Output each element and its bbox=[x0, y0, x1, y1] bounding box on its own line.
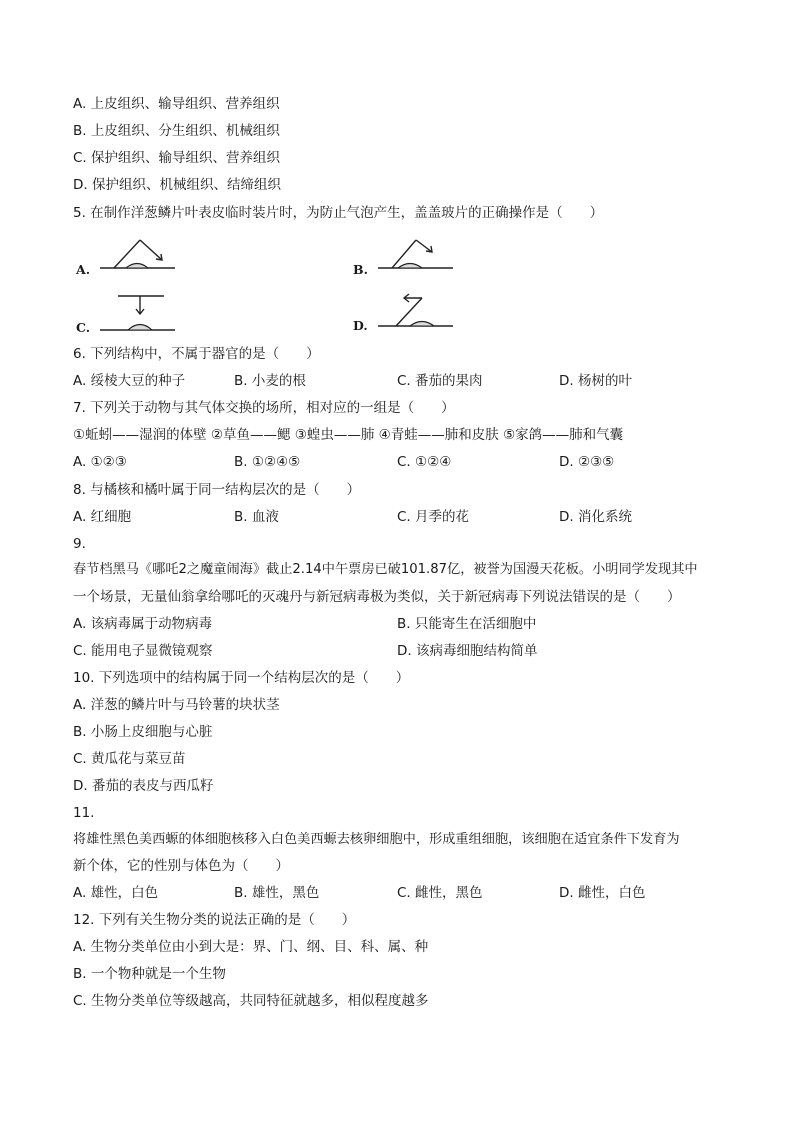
q10-option-b: B. 小肠上皮细胞与心脏 bbox=[73, 724, 213, 740]
q10-option-a: A. 洋葱的鳞片叶与马铃薯的块状茎 bbox=[73, 697, 280, 713]
q11-option-b: B. 雄性，黑色 bbox=[234, 885, 320, 901]
q9-stem-line1: 春节档黑马《哪吒2之魔童闹海》截止2.14中午票房已破101.87亿，被誉为国漫天花板。小明同学发现其中 bbox=[73, 562, 698, 577]
q5-figure-a-label: A. bbox=[76, 262, 91, 277]
q5-figure-b-diagram bbox=[378, 228, 458, 274]
q5-stem: 5. 在制作洋葱鳞片叶表皮临时装片时，为防止气泡产生，盖盖玻片的正确操作是（ ） bbox=[73, 205, 604, 221]
q8-option-a: A. 红细胞 bbox=[73, 509, 132, 525]
q5-figure-b-label: B. bbox=[353, 262, 368, 277]
q7-option-a: A. ①②③ bbox=[73, 454, 127, 470]
q12-option-b: B. 一个物种就是一个生物 bbox=[73, 966, 226, 982]
q12-option-c: C. 生物分类单位等级越高，共同特征就越多，相似程度越多 bbox=[73, 993, 429, 1009]
q10-option-c: C. 黄瓜花与菜豆苗 bbox=[73, 751, 186, 767]
q12-stem: 12. 下列有关生物分类的说法正确的是（ ） bbox=[73, 912, 356, 928]
q8-stem: 8. 与橘核和橘叶属于同一结构层次的是（ ） bbox=[73, 482, 361, 498]
q6-stem: 6. 下列结构中，不属于器官的是（ ） bbox=[73, 346, 320, 362]
q7-items: ①蚯蚓——湿润的体壁 ②草鱼——鳃 ③蝗虫——肺 ④青蛙——肺和皮肤 ⑤家鸽——肺和气囊 bbox=[73, 427, 624, 443]
q11-option-c: C. 雌性，黑色 bbox=[397, 885, 483, 901]
q11-option-d: D. 雌性，白色 bbox=[559, 885, 646, 901]
q7-option-b: B. ①②④⑤ bbox=[234, 454, 301, 470]
q8-option-d: D. 消化系统 bbox=[559, 509, 632, 525]
q10-option-d: D. 番茄的表皮与西瓜籽 bbox=[73, 778, 214, 794]
q11-stem-line1: 将雄性黑色美西螈的体细胞核移入白色美西螈去核卵细胞中，形成重组细胞，该细胞在适宜条件下发育为 bbox=[73, 832, 680, 847]
q4-option-a: A. 上皮组织、输导组织、营养组织 bbox=[73, 96, 280, 112]
q9-option-a: A. 该病毒属于动物病毒 bbox=[73, 616, 213, 632]
q9-option-c: C. 能用电子显微镜观察 bbox=[73, 643, 213, 659]
q4-option-c: C. 保护组织、输导组织、营养组织 bbox=[73, 150, 281, 166]
q12-option-a: A. 生物分类单位由小到大是：界、门、纲、目、科、属、种 bbox=[73, 939, 429, 955]
q8-option-c: C. 月季的花 bbox=[397, 509, 470, 525]
q5-figure-a-diagram bbox=[100, 228, 180, 274]
q5-figure-c-diagram bbox=[100, 292, 180, 334]
q9-stem-line2: 一个场景，无量仙翁拿给哪吒的灭魂丹与新冠病毒极为类似，关于新冠病毒下列说法错误的是（ ） bbox=[73, 589, 681, 605]
q7-stem: 7. 下列关于动物与其气体交换的场所，相对应的一组是（ ） bbox=[73, 400, 455, 416]
q6-option-d: D. 杨树的叶 bbox=[559, 373, 632, 389]
q4-option-b: B. 上皮组织、分生组织、机械组织 bbox=[73, 123, 280, 139]
q5-figure-c-label: C. bbox=[76, 320, 91, 335]
q6-option-c: C. 番茄的果肉 bbox=[397, 373, 483, 389]
q8-option-b: B. 血液 bbox=[234, 509, 279, 525]
q9-number: 9. bbox=[73, 536, 86, 552]
q11-option-a: A. 雄性，白色 bbox=[73, 885, 159, 901]
q5-figure-d-diagram bbox=[378, 286, 458, 332]
q6-option-a: A. 绥棱大豆的种子 bbox=[73, 373, 186, 389]
q4-option-d: D. 保护组织、机械组织、结缔组织 bbox=[73, 177, 281, 193]
q9-option-d: D. 该病毒细胞结构简单 bbox=[397, 643, 538, 659]
q6-option-b: B. 小麦的根 bbox=[234, 373, 306, 389]
q7-option-d: D. ②③⑤ bbox=[559, 454, 615, 470]
q10-stem: 10. 下列选项中的结构属于同一个结构层次的是（ ） bbox=[73, 670, 410, 686]
q9-option-b: B. 只能寄生在活细胞中 bbox=[397, 616, 537, 632]
q11-number: 11. bbox=[73, 805, 95, 821]
q7-option-c: C. ①②④ bbox=[397, 454, 452, 470]
q5-figure-d-label: D. bbox=[353, 318, 368, 333]
q11-stem-line2: 新个体，它的性别与体色为（ ） bbox=[73, 858, 289, 874]
